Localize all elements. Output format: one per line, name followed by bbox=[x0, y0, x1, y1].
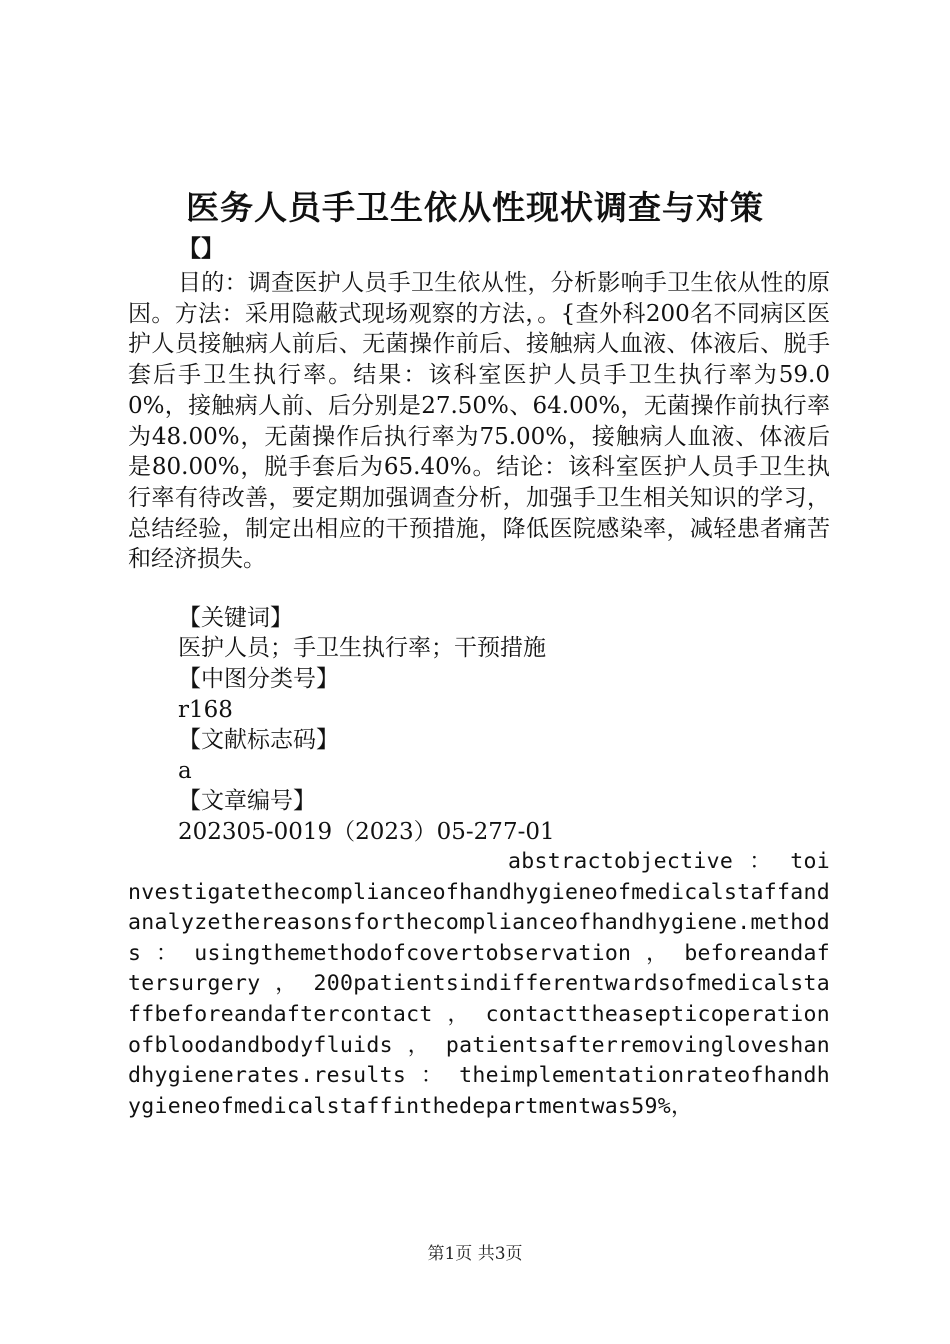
clc-label: 【中图分类号】 bbox=[178, 666, 339, 692]
document-title: 医务人员手卫生依从性现状调查与对策 bbox=[186, 188, 764, 227]
empty-bracket: 【】 bbox=[178, 235, 224, 262]
article-no-value: 202305-0019（2023）05-277-01 bbox=[178, 819, 555, 845]
keywords-label: 【关键词】 bbox=[178, 605, 293, 631]
chinese-abstract: 目的：调查医护人员手卫生依从性，分析影响手卫生依从性的原因。方法：采用隐蔽式现场观察的方法，。{查外科200名不同病区医护人员接触病人前后、无菌操作前后、接触病人血液、体液后、脱手套后手卫生执行率。结果：该科室医护人员手卫生执行率为59.00%，接触病人前、后分别是27.50%、64.00%，无菌操作前执行率为48.00%，无菌操作后执行率为75.00%，接触病人血液、体液后是80.00%，脱手套后为65.40%。结论：该科室医护人员手卫生执行率有待改善，要定期加强调查分析，加强手卫生相关知识的学习，总结经验，制定出相应的干预措施，降低医院感染率，减轻患者痛苦和经济损失。 bbox=[128, 270, 830, 573]
doc-code-value: a bbox=[178, 758, 192, 784]
keywords-value: 医护人员；手卫生执行率；干预措施 bbox=[178, 635, 546, 661]
doc-code-label: 【文献标志码】 bbox=[178, 727, 339, 753]
clc-value: r168 bbox=[178, 697, 233, 723]
english-abstract: abstractobjective ： toinvestigatethecomplianceofhandhygieneofmedicalstaffandanalyzethereasonsforthecomplianceofhandhygiene.methods ： usingthemethodofcovertobservation ， beforeandaftersurgery ， 200patientsindifferentwardsofmedicalstaffbeforeandaftercontact ， contacttheasepticoperationofbloodandbodyfluids ， patientsafterremovingloveshandhygienerates.results ： theimplementationrateofhandhygieneofmedicalstaffinthedepartmentwas59%， bbox=[128, 849, 830, 1119]
page-footer: 第1页 共3页 bbox=[427, 1244, 523, 1264]
article-no-label: 【文章编号】 bbox=[178, 788, 316, 814]
